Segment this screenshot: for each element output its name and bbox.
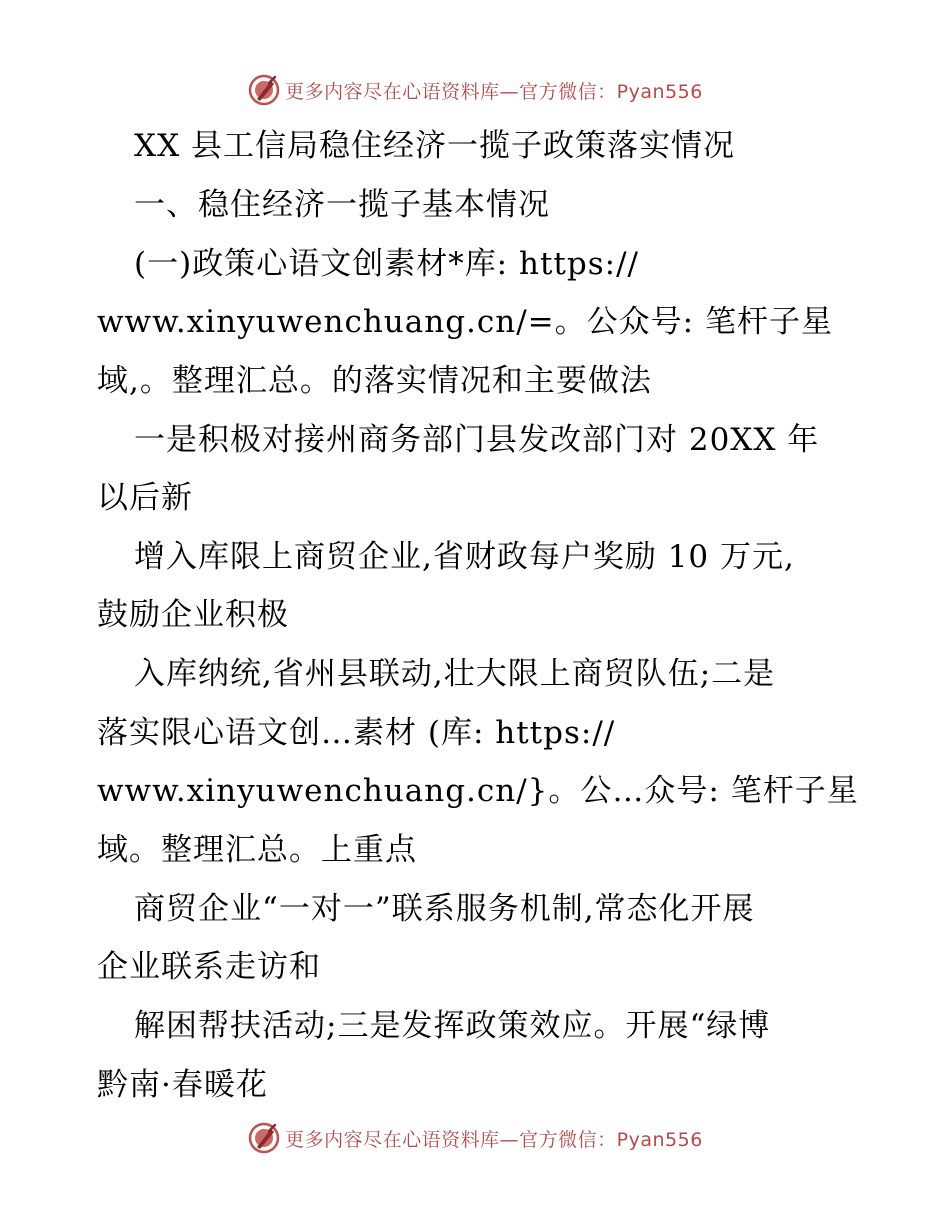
watermark-text: 更多内容尽在心语资料库—官方微信：Pyan556	[285, 80, 703, 103]
text-line: 域,。整理汇总。的落实情况和主要做法	[97, 363, 652, 399]
pen-nib-logo-icon	[247, 73, 281, 107]
paragraph-line: 增入库限上商贸企业,省财政每户奖励 10 万元,	[134, 539, 795, 575]
paragraph-line: 一是积极对接州商务部门县发改部门对 20XX 年	[134, 422, 820, 458]
footer-watermark	[0, 1118, 950, 1158]
text-line: 企业联系走访和	[97, 949, 321, 985]
text-line: 域。整理汇总。上重点	[97, 832, 417, 868]
text-line: 落实限心语文创…素材 (库: https://	[97, 715, 616, 751]
text-line: www.xinyuwenchuang.cn/=。公众号: 笔杆子星	[97, 304, 833, 340]
subsection-heading: (一)政策心语文创素材*库: https://	[134, 246, 639, 282]
watermark-text: 更多内容尽在心语资料库—官方微信：Pyan556	[285, 1128, 703, 1151]
text-line: 鼓励企业积极	[97, 597, 289, 633]
paragraph-line: 解困帮扶活动;三是发挥政策效应。开展“绿博	[134, 1008, 771, 1044]
paragraph-line: 商贸企业“一对一”联系服务机制,常态化开展	[134, 891, 755, 927]
document-title: XX 县工信局稳住经济一揽子政策落实情况	[134, 128, 735, 164]
text-line: 黔南·春暖花	[97, 1067, 268, 1103]
paragraph-line: 入库纳统,省州县联动,壮大限上商贸队伍;二是	[134, 656, 776, 692]
section-heading: 一、稳住经济一揽子基本情况	[134, 187, 550, 223]
header-watermark	[0, 70, 950, 110]
pen-nib-logo-icon	[247, 1121, 281, 1155]
text-line: www.xinyuwenchuang.cn/}。公…众号: 笔杆子星	[97, 773, 859, 809]
text-line: 以后新	[97, 480, 193, 516]
